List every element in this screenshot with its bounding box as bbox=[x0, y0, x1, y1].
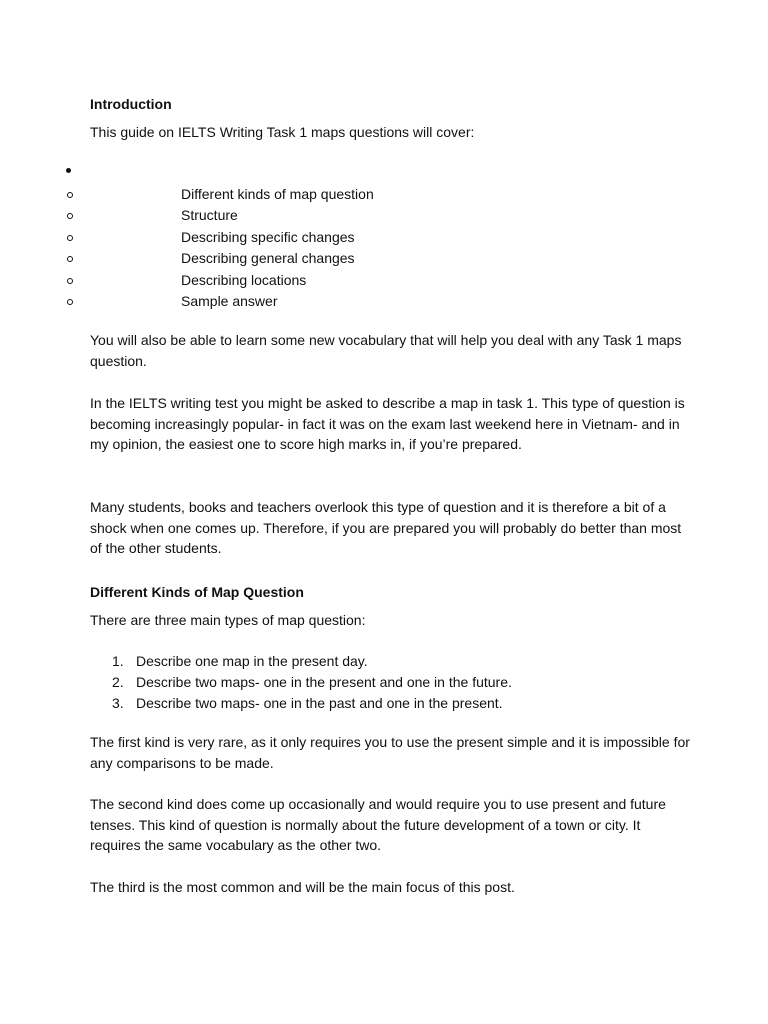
list-item bbox=[0, 693, 768, 714]
circle-bullet-icon bbox=[67, 299, 73, 305]
list-item-text: Sample answer bbox=[181, 292, 278, 309]
vocabulary-paragraph: You will also be able to learn some new vocabulary that will help you deal with any Task 1 maps question. bbox=[90, 332, 682, 369]
overlook-paragraph: Many students, books and teachers overlook this type of question and it is therefore a bit of a shock when one comes up. Therefore, if you are prepared you will probably do better than most of the other students. bbox=[90, 499, 682, 557]
list-item bbox=[0, 270, 768, 291]
list-item-text: Structure bbox=[181, 207, 238, 224]
list-item-text: Describing specific changes bbox=[181, 228, 355, 245]
list-item bbox=[0, 672, 768, 693]
kinds-heading: Different Kinds of Map Question bbox=[90, 584, 304, 600]
topics-list bbox=[0, 184, 768, 312]
list-item-text: Describe one map in the present day. bbox=[136, 653, 368, 669]
kinds-list bbox=[0, 651, 768, 714]
map-task-paragraph: In the IELTS writing test you might be asked to describe a map in task 1. This type of question is becoming increasingly popular- in fact it was on the exam last weekend here in Vietnam- and in my opinion, the easiest one to score high marks in, if you’re prepared. bbox=[90, 395, 685, 453]
list-item bbox=[0, 248, 768, 269]
circle-bullet-icon bbox=[67, 235, 73, 241]
bullet-dot-icon bbox=[66, 168, 71, 173]
circle-bullet-icon bbox=[67, 278, 73, 284]
introduction-heading: Introduction bbox=[90, 96, 172, 112]
list-item bbox=[0, 184, 768, 205]
list-item bbox=[0, 227, 768, 248]
list-item-text: Describe two maps- one in the past and one in the present. bbox=[136, 695, 503, 711]
second-kind-paragraph: The second kind does come up occasionally and would require you to use present and future tenses. This kind of question is normally about the future development of a town or city. It requires the same vocabulary as the other two. bbox=[90, 796, 666, 854]
list-item bbox=[0, 291, 768, 312]
list-item-text: Describing locations bbox=[181, 271, 307, 288]
list-item-text: Describing general changes bbox=[181, 250, 355, 267]
list-item-text: Different kinds of map question bbox=[181, 186, 374, 202]
circle-bullet-icon bbox=[67, 213, 73, 219]
list-number: 2. bbox=[112, 674, 124, 690]
circle-bullet-icon bbox=[67, 192, 73, 198]
list-number: 1. bbox=[112, 653, 124, 669]
list-item bbox=[0, 651, 768, 672]
third-kind-paragraph: The third is the most common and will be the main focus of this post. bbox=[90, 879, 515, 895]
list-item bbox=[0, 205, 768, 226]
circle-bullet-icon bbox=[67, 256, 73, 262]
list-item-text: Describe two maps- one in the present and one in the future. bbox=[136, 674, 512, 690]
list-number: 3. bbox=[112, 695, 124, 711]
intro-lead-paragraph: This guide on IELTS Writing Task 1 maps questions will cover: bbox=[90, 124, 475, 140]
kinds-lead-paragraph: There are three main types of map question: bbox=[90, 612, 366, 628]
first-kind-paragraph: The first kind is very rare, as it only requires you to use the present simple and it is impossible for any comparisons to be made. bbox=[90, 734, 690, 771]
